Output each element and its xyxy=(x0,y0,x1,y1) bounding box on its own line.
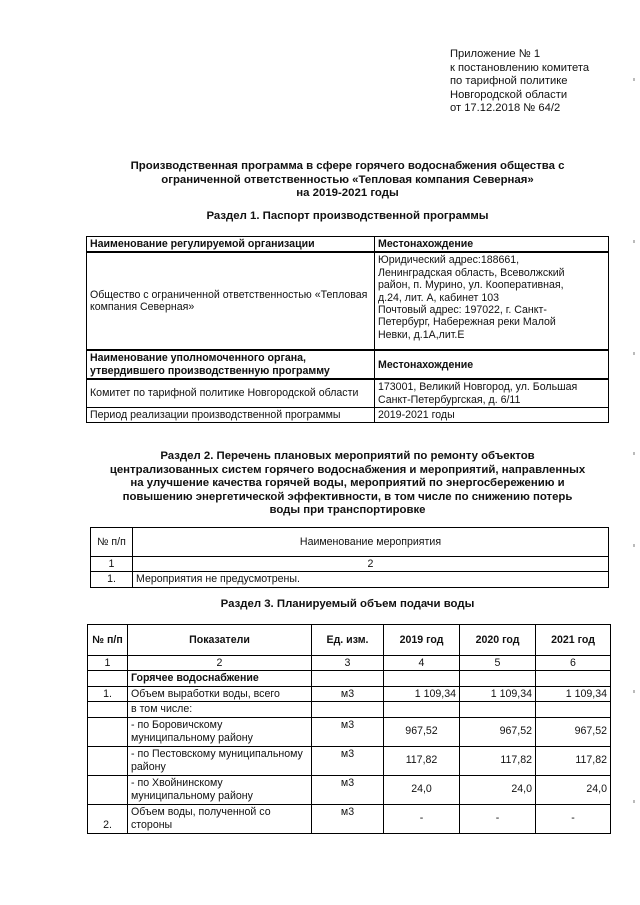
address-line: Невки, д.1А,лит.Е xyxy=(378,328,465,341)
index-cell: 5 xyxy=(460,656,536,671)
heading-line: воды при транспортировке xyxy=(269,504,426,517)
period-label: Период реализации производственной программы xyxy=(87,408,375,423)
row-indicator: Объем выработки воды, всего xyxy=(128,686,312,701)
index-cell: 2 xyxy=(133,557,609,572)
row-2021: 117,82 xyxy=(536,746,611,775)
table-row xyxy=(88,804,611,833)
header-indicator: Показатели xyxy=(128,625,312,656)
row-indicator: - по Боровичскому муниципальному району xyxy=(128,717,312,746)
col-location2-header: Местонахождение xyxy=(375,350,609,379)
org-name: Общество с ограниченной ответственностью «Тепловая компания Северная» xyxy=(87,252,375,350)
scan-mark xyxy=(633,800,635,803)
section2-heading xyxy=(60,450,635,518)
title-line: ограниченной ответственностью «Тепловая компания Северная» xyxy=(161,173,534,186)
scan-mark xyxy=(633,78,635,81)
table-row xyxy=(88,686,611,701)
heading-line: повышению энергетической эффективности, в том числе по снижению потерь xyxy=(122,490,573,503)
row-indicator: Объем воды, полученной со стороны xyxy=(128,804,312,833)
index-cell: 3 xyxy=(312,656,384,671)
header-2019: 2019 год xyxy=(384,625,460,656)
row-number xyxy=(88,775,128,804)
row-2021 xyxy=(536,702,611,717)
period-value: 2019-2021 годы xyxy=(375,408,609,423)
row-2020: 24,0 xyxy=(460,775,536,804)
row-unit: м3 xyxy=(312,804,384,833)
row-unit: м3 xyxy=(312,717,384,746)
col-num-header: № п/п xyxy=(91,528,133,557)
scan-mark xyxy=(633,352,635,355)
col-measure-header: Наименование мероприятия xyxy=(133,528,609,557)
row-2019: 24,0 xyxy=(384,775,460,804)
row-2021: - xyxy=(536,804,611,833)
row-unit: м3 xyxy=(312,746,384,775)
row-2019: 967,52 xyxy=(384,717,460,746)
address-line: Петербург, Набережная реки Малой xyxy=(378,316,556,329)
heading-line: на улучшение качества горячей воды, мероприятий по энергосбережению и xyxy=(130,477,565,490)
header-2021: 2021 год xyxy=(536,625,611,656)
table-row xyxy=(88,702,611,717)
appendix-line: от 17.12.2018 № 64/2 xyxy=(450,102,561,115)
row-number xyxy=(88,717,128,746)
index-cell: 1 xyxy=(88,656,128,671)
address-line: Ленинградская область, Всеволжский xyxy=(378,266,565,279)
measures-table xyxy=(90,527,609,588)
appendix-note xyxy=(450,48,589,116)
address-line: Почтовый адрес: 197022, г. Санкт- xyxy=(378,304,547,317)
supply-table xyxy=(87,624,611,834)
passport-table xyxy=(86,236,609,423)
authority-address: 173001, Великий Новгород, ул. Большая Санкт-Петербургская, д. 6/11 xyxy=(375,379,609,407)
title-line: Производственная программа в сфере горячего водоснабжения общества с xyxy=(130,160,565,172)
col-authority-header: Наименование уполномоченного органа, утвердившего производственную программу xyxy=(87,350,375,379)
heading-line: Раздел 2. Перечень плановых мероприятий по ремонту объектов xyxy=(160,450,535,462)
org-address xyxy=(375,252,609,350)
scan-mark xyxy=(633,544,635,547)
row-2020: 1 109,34 xyxy=(460,686,536,701)
row-unit: м3 xyxy=(312,775,384,804)
index-cell: 4 xyxy=(384,656,460,671)
col-location-header: Местонахождение xyxy=(375,237,609,253)
row-number xyxy=(88,702,128,717)
table-row xyxy=(88,717,611,746)
address-line: район, п. Мурино, ул. Кооперативная, xyxy=(378,279,564,292)
header-2020: 2020 год xyxy=(460,625,536,656)
row-2021: 967,52 xyxy=(536,717,611,746)
row-number: 1. xyxy=(91,572,133,587)
scan-mark xyxy=(633,452,635,455)
empty-cell xyxy=(312,671,384,686)
row-indicator: - по Пестовскому муниципальному району xyxy=(128,746,312,775)
col-org-header: Наименование регулируемой организации xyxy=(87,237,375,253)
appendix-line: Приложение № 1 xyxy=(450,48,541,60)
row-2021: 1 109,34 xyxy=(536,686,611,701)
row-2019: - xyxy=(384,804,460,833)
section3-heading: Раздел 3. Планируемый объем подачи воды xyxy=(220,598,475,610)
row-2019 xyxy=(384,702,460,717)
row-indicator: - по Хвойнинскому муниципальному району xyxy=(128,775,312,804)
address-line: д.24, лит. А, кабинет 103 xyxy=(378,291,500,304)
table-row xyxy=(88,775,611,804)
scan-mark xyxy=(633,690,635,693)
empty-cell xyxy=(384,671,460,686)
table-row xyxy=(88,746,611,775)
heading-line: централизованных систем горячего водоснабжения и мероприятий, направленных xyxy=(109,463,586,476)
header-unit: Ед. изм. xyxy=(312,625,384,656)
title-line: на 2019-2021 годы xyxy=(296,187,399,200)
document-title xyxy=(60,160,635,201)
scan-mark xyxy=(633,240,635,243)
empty-cell xyxy=(460,671,536,686)
row-2020: 117,82 xyxy=(460,746,536,775)
section1-heading: Раздел 1. Паспорт производственной программы xyxy=(206,210,489,222)
appendix-line: по тарифной политике xyxy=(450,75,568,88)
address-line: Юридический адрес:188661, xyxy=(378,254,520,267)
row-number: 1. xyxy=(88,686,128,701)
row-2020: - xyxy=(460,804,536,833)
row-2020: 967,52 xyxy=(460,717,536,746)
row-number: 2. xyxy=(88,804,128,833)
appendix-line: Новгородской области xyxy=(450,88,568,101)
index-cell: 6 xyxy=(536,656,611,671)
index-cell: 1 xyxy=(91,557,133,572)
row-indicator: в том числе: xyxy=(128,702,312,717)
empty-cell xyxy=(536,671,611,686)
index-cell: 2 xyxy=(128,656,312,671)
row-number xyxy=(88,746,128,775)
header-num: № п/п xyxy=(88,625,128,656)
empty-cell xyxy=(88,671,128,686)
row-unit: м3 xyxy=(312,686,384,701)
row-2019: 117,82 xyxy=(384,746,460,775)
row-2021: 24,0 xyxy=(536,775,611,804)
group-label: Горячее водоснабжение xyxy=(128,671,312,686)
appendix-line: к постановлению комитета xyxy=(450,61,590,74)
row-2020 xyxy=(460,702,536,717)
authority-name: Комитет по тарифной политике Новгородской области xyxy=(87,379,375,407)
row-unit xyxy=(312,702,384,717)
row-2019: 1 109,34 xyxy=(384,686,460,701)
measure-text: Мероприятия не предусмотрены. xyxy=(133,572,609,587)
